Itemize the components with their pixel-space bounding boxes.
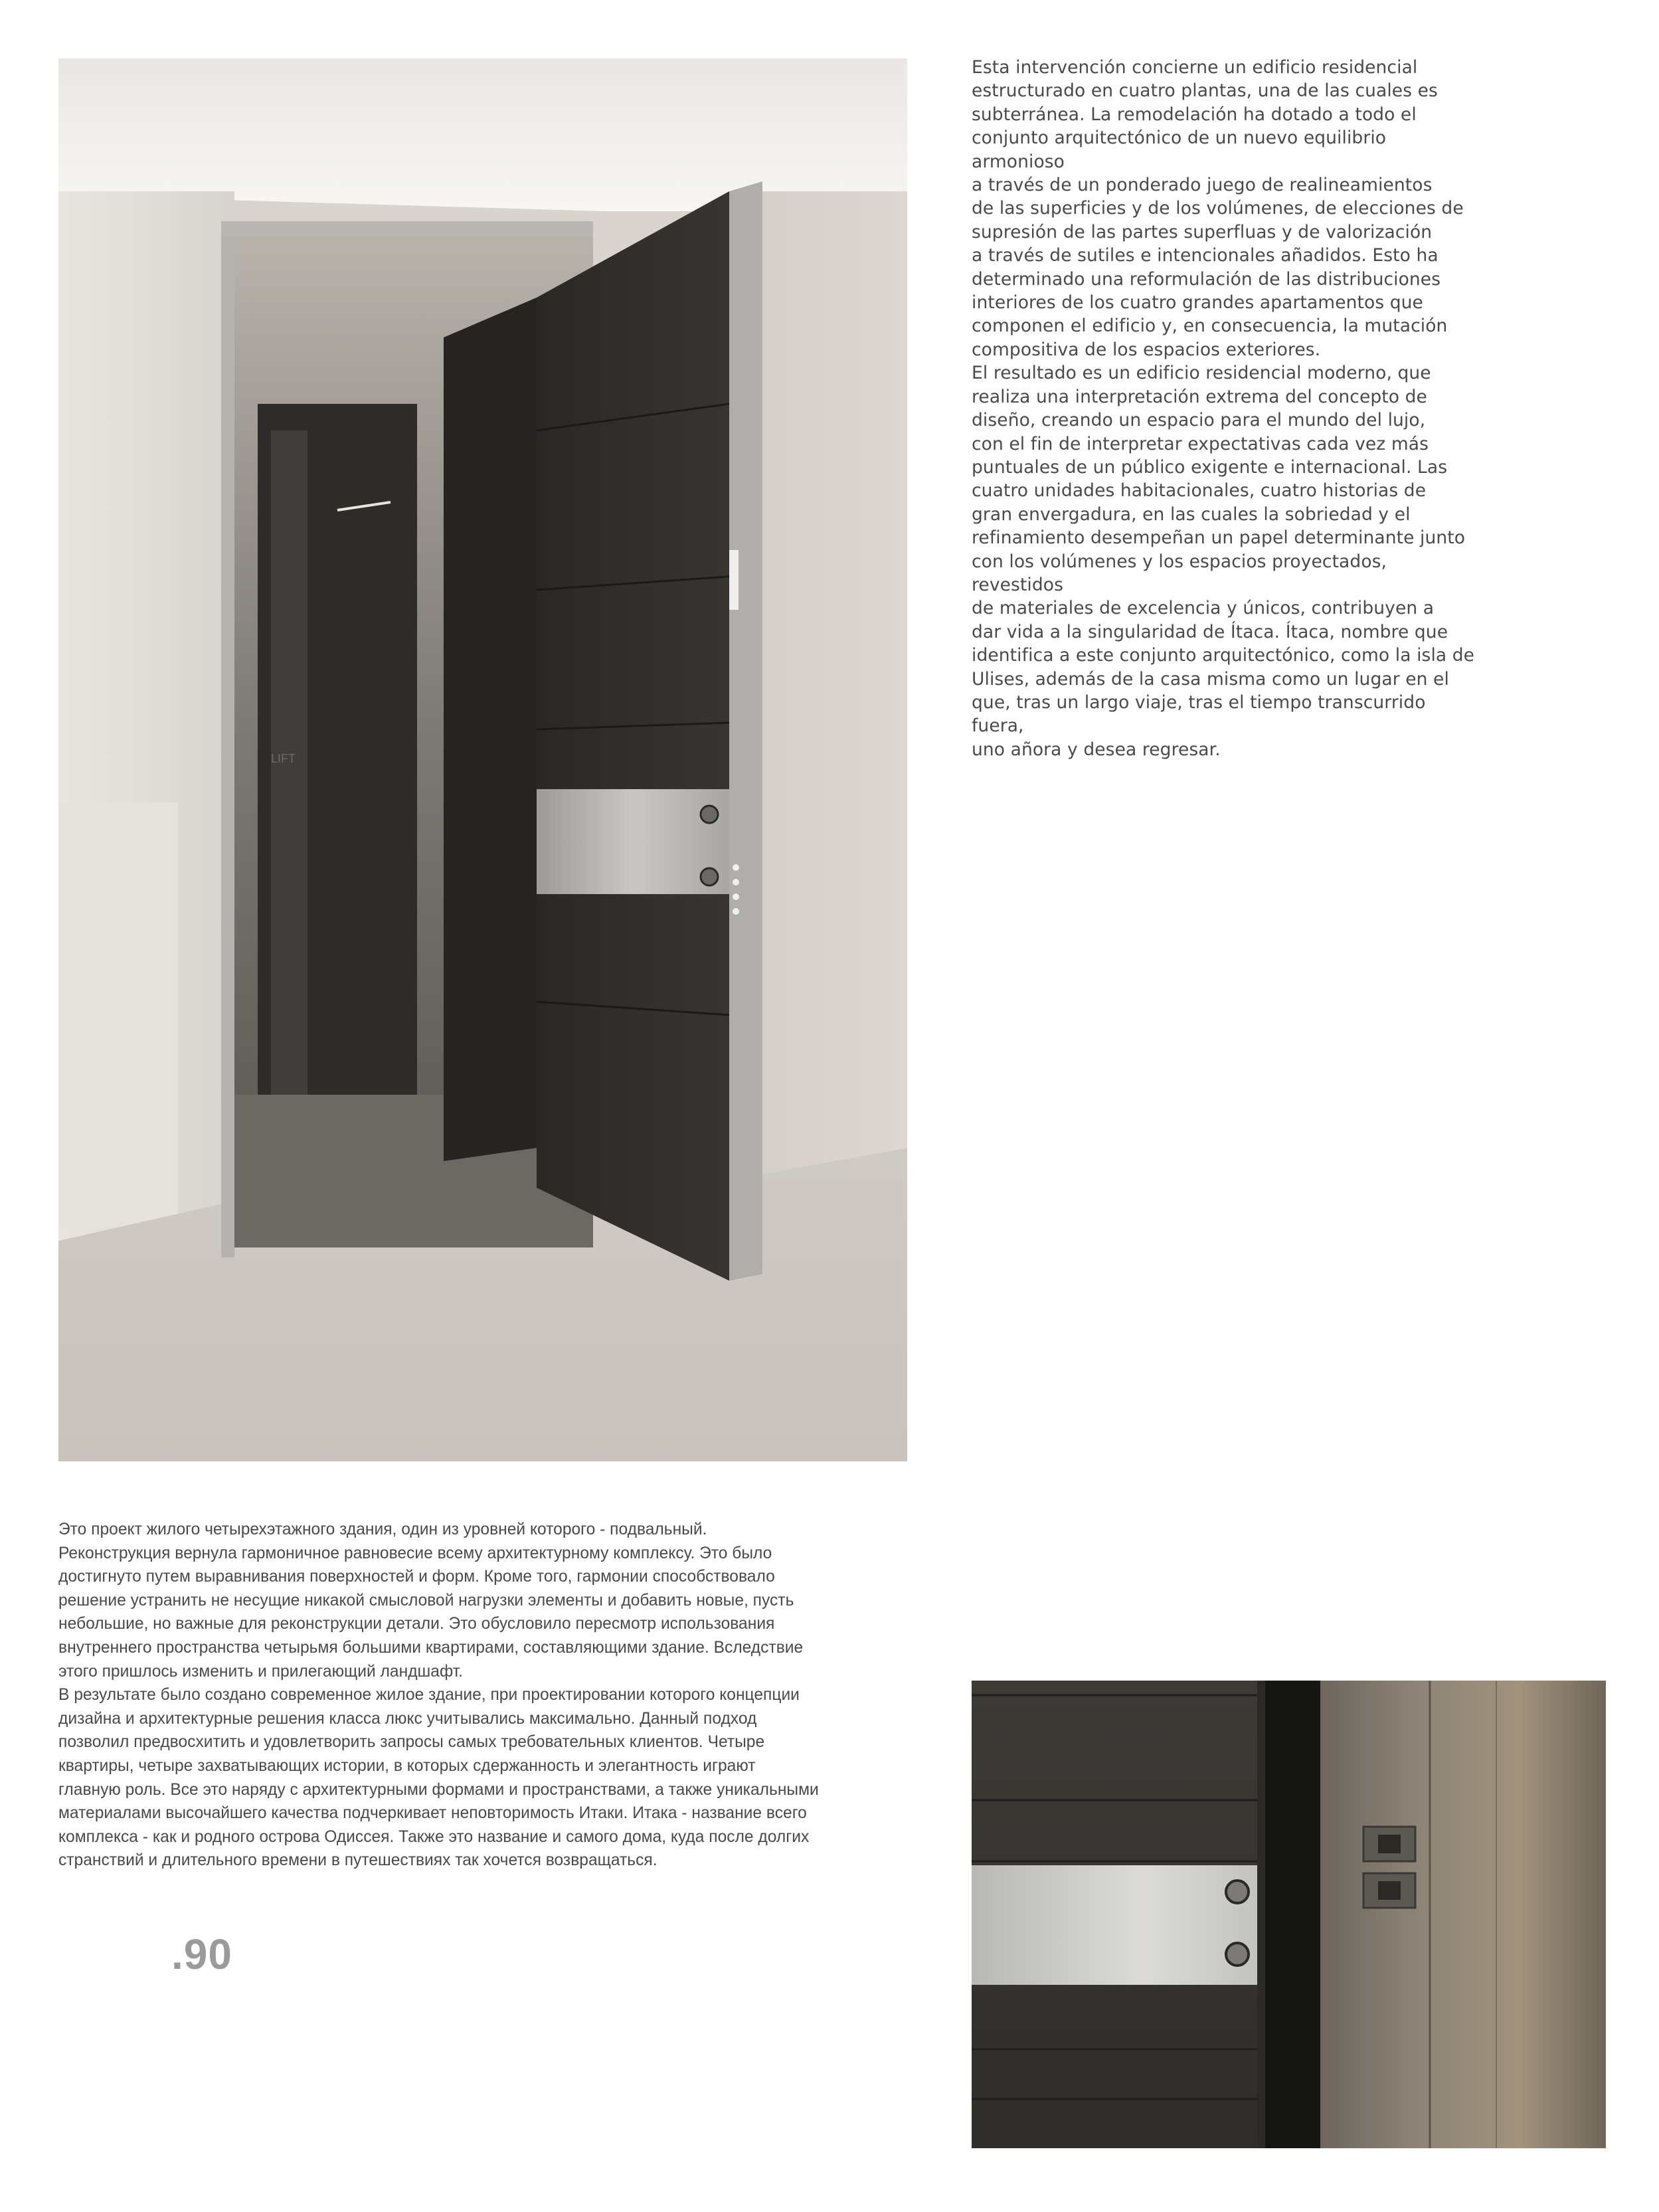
door-detail-photo [972,1681,1606,2148]
page-number: .90 [171,1930,232,1978]
main-door-illustration [58,58,907,1461]
spanish-text: Esta intervención concierne un edificio residencial estructurado en cuatro plantas, una de las cuales es subterránea. La remodelación ha dotado a todo el conjunto arquitectónico de un nuevo equilibrio armonioso a través de un ponderado juego de realineamientos de las superficies y de los volúmenes, de elecciones de supresión de las partes superfluas y de valorización a través de sutiles e intencionales añadidos. Esto ha determinado una reformulación de las distribuciones interiores de los cuatro grandes apartamentos que componen el edificio y, en consecuencia, la mutación compositiva de los espacios exteriores. El resultado es un edificio residencial moderno, que realiza una interpretación extrema del concepto de diseño, creando un espacio para el mundo del lujo, con el fin de interpretar expectativas cada vez más puntuales de un público exigente e internacional. Las cuatro unidades habitacionales, cuatro historias de gran envergadura, en las cuales la sobriedad y el refinamiento desempeñan un papel determinante junto con los volúmenes y los espacios proyectados, revestidos de materiales de excelencia y únicos, contribuyen a dar vida a la singularidad de Ítaca. Ítaca, nombre que identifica a este conjunto arquitectónico, como la isla de Ulises, además de la casa misma como un lugar en el que, tras un largo viaje, tras el tiempo transcurrido fuera, uno añora y desea regresar. [972,57,1475,760]
door-detail-illustration [972,1681,1606,2148]
russian-text: Это проект жилого четырехэтажного здания, один из уровней которого - подвальный. Реконструкция вернула гармоничное равновесие всему архитектурному комплексу. Это было достигнуто путем выравнивания поверхностей и форм. Кроме того, гармонии способствовало решение устранить не несущие никакой смысловой нагрузки элементы и добавить новые, пусть небольшие, но важные для реконструкции детали. Это обусловило пересмотр использования внутреннего пространства четырьмя большими квартирами, составляющими здание. Вследствие этого пришлось изменить и прилегающий ландшафт. В результате было создано современное жилое здание, при проектировании которого концепции дизайна и архитектурные решения класса люкс учитывались максимально. Данный подход позволил предвосхитить и удовлетворить запросы самых требовательных клиентов. Четыре квартиры, четыре захватывающих истории, в которых сдержанность и элегантность играют главную роль. Все это наряду с архитектурными формами и пространствами, а также уникальными материалами высочайшего качества подчеркивает неповторимость Итаки. Итака - название всего комплекса - как и родного острова Одиссея. Также это название и самого дома, куда после долгих странствий и длительного времени в путешествиях так хочется возвращаться. [58,1521,819,1870]
lift-sign: LIFT [271,752,296,765]
main-door-photo [58,58,907,1461]
